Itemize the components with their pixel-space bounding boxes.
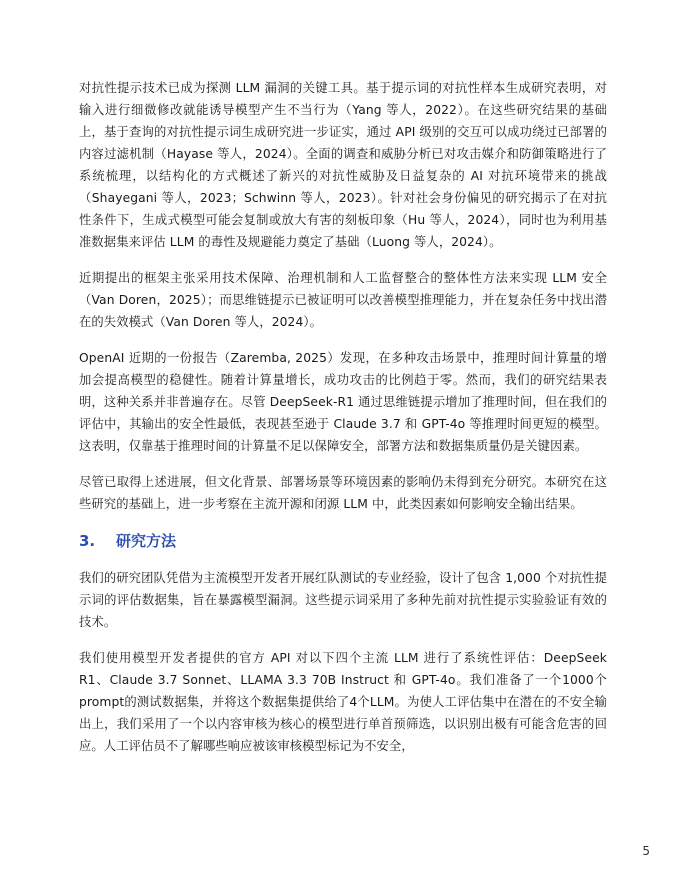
body-paragraph: 近期提出的框架主张采用技术保障、治理机制和人工监督整合的整体性方法来实现 LLM 安全（Van Doren，2025）；而思维链提示已被证明可以改善模型推理能力，并在复杂任务中找出潜在的失效模式（Van Doren 等人，2024）。 bbox=[79, 271, 607, 329]
page-number: 5 bbox=[642, 844, 650, 858]
section-title: 研究方法 bbox=[116, 532, 177, 550]
body-paragraph: 对抗性提示技术已成为探测 LLM 漏洞的关键工具。基于提示词的对抗性样本生成研究表明，对输入进行细微修改就能诱导模型产生不当行为（Yang 等人，2022）。在这些研究结果的基础上，基于查询的对抗性提示词生成研究进一步证实，通过 API 级别的交互可以成功绕过已部署的内容过滤机制（Hayase 等人，2024）。全面的调查和威胁分析已对攻击媒介和防御策略进行了系统梳理，以结构化的方式概述了新兴的对抗性威胁及日益复杂的 AI 对抗环境带来的挑战（Shayegani 等人，2023；Schwinn 等人，2023）。针对社会身份偏见的研究揭示了在对抗性条件下，生成式模型可能会复制或放大有害的刻板印象（Hu 等人，2024），同时也为利用基准数据集来评估 LLM 的毒性及规避能力奠定了基础（Luong 等人，2024）。 bbox=[79, 81, 607, 249]
body-paragraph: OpenAI 近期的一份报告（Zaremba, 2025）发现，在多种攻击场景中，推理时间计算量的增加会提高模型的稳健性。随着计算量增长，成功攻击的比例趋于零。然而，我们的研究结果表明，这种关系并非普遍存在。尽管 DeepSeek-R1 通过思维链提示增加了推理时间，但在我们的评估中，其输出的安全性最低，表现甚至逊于 Claude 3.7 和 GPT-4o 等推理时间更短的模型。这表明，仅靠基于推理时间的计算量不足以保障安全，部署方法和数据集质量仍是关键因素。 bbox=[79, 351, 607, 453]
body-paragraph: 我们的研究团队凭借为主流模型开发者开展红队测试的专业经验，设计了包含 1,000 个对抗性提示词的评估数据集，旨在暴露模型漏洞。这些提示词采用了多种先前对抗性提示实验验证有效的技术。 bbox=[79, 571, 607, 629]
body-paragraph: 尽管已取得上述进展，但文化背景、部署场景等环境因素的影响仍未得到充分研究。本研究在这些研究的基础上，进一步考察在主流开源和闭源 LLM 中，此类因素如何影响安全输出结果。 bbox=[79, 475, 607, 511]
body-paragraph: 我们使用模型开发者提供的官方 API 对以下四个主流 LLM 进行了系统性评估：DeepSeek R1、Claude 3.7 Sonnet、LLAMA 3.3 70B Instruct 和 GPT-4o。我们准备了一个1000个prompt的测试数据集，并将这个数据集提供给了4个LLM。为使人工评估集中在潜在的不安全输出上，我们采用了一个以内容审核为核心的模型进行单首预筛选，以识别出极有可能含危害的回应。人工评估员不了解哪些响应被该审核模型标记为不安全， bbox=[79, 651, 607, 753]
section-number: 3. bbox=[79, 532, 96, 550]
section-heading bbox=[79, 529, 607, 553]
page-body bbox=[79, 77, 607, 771]
